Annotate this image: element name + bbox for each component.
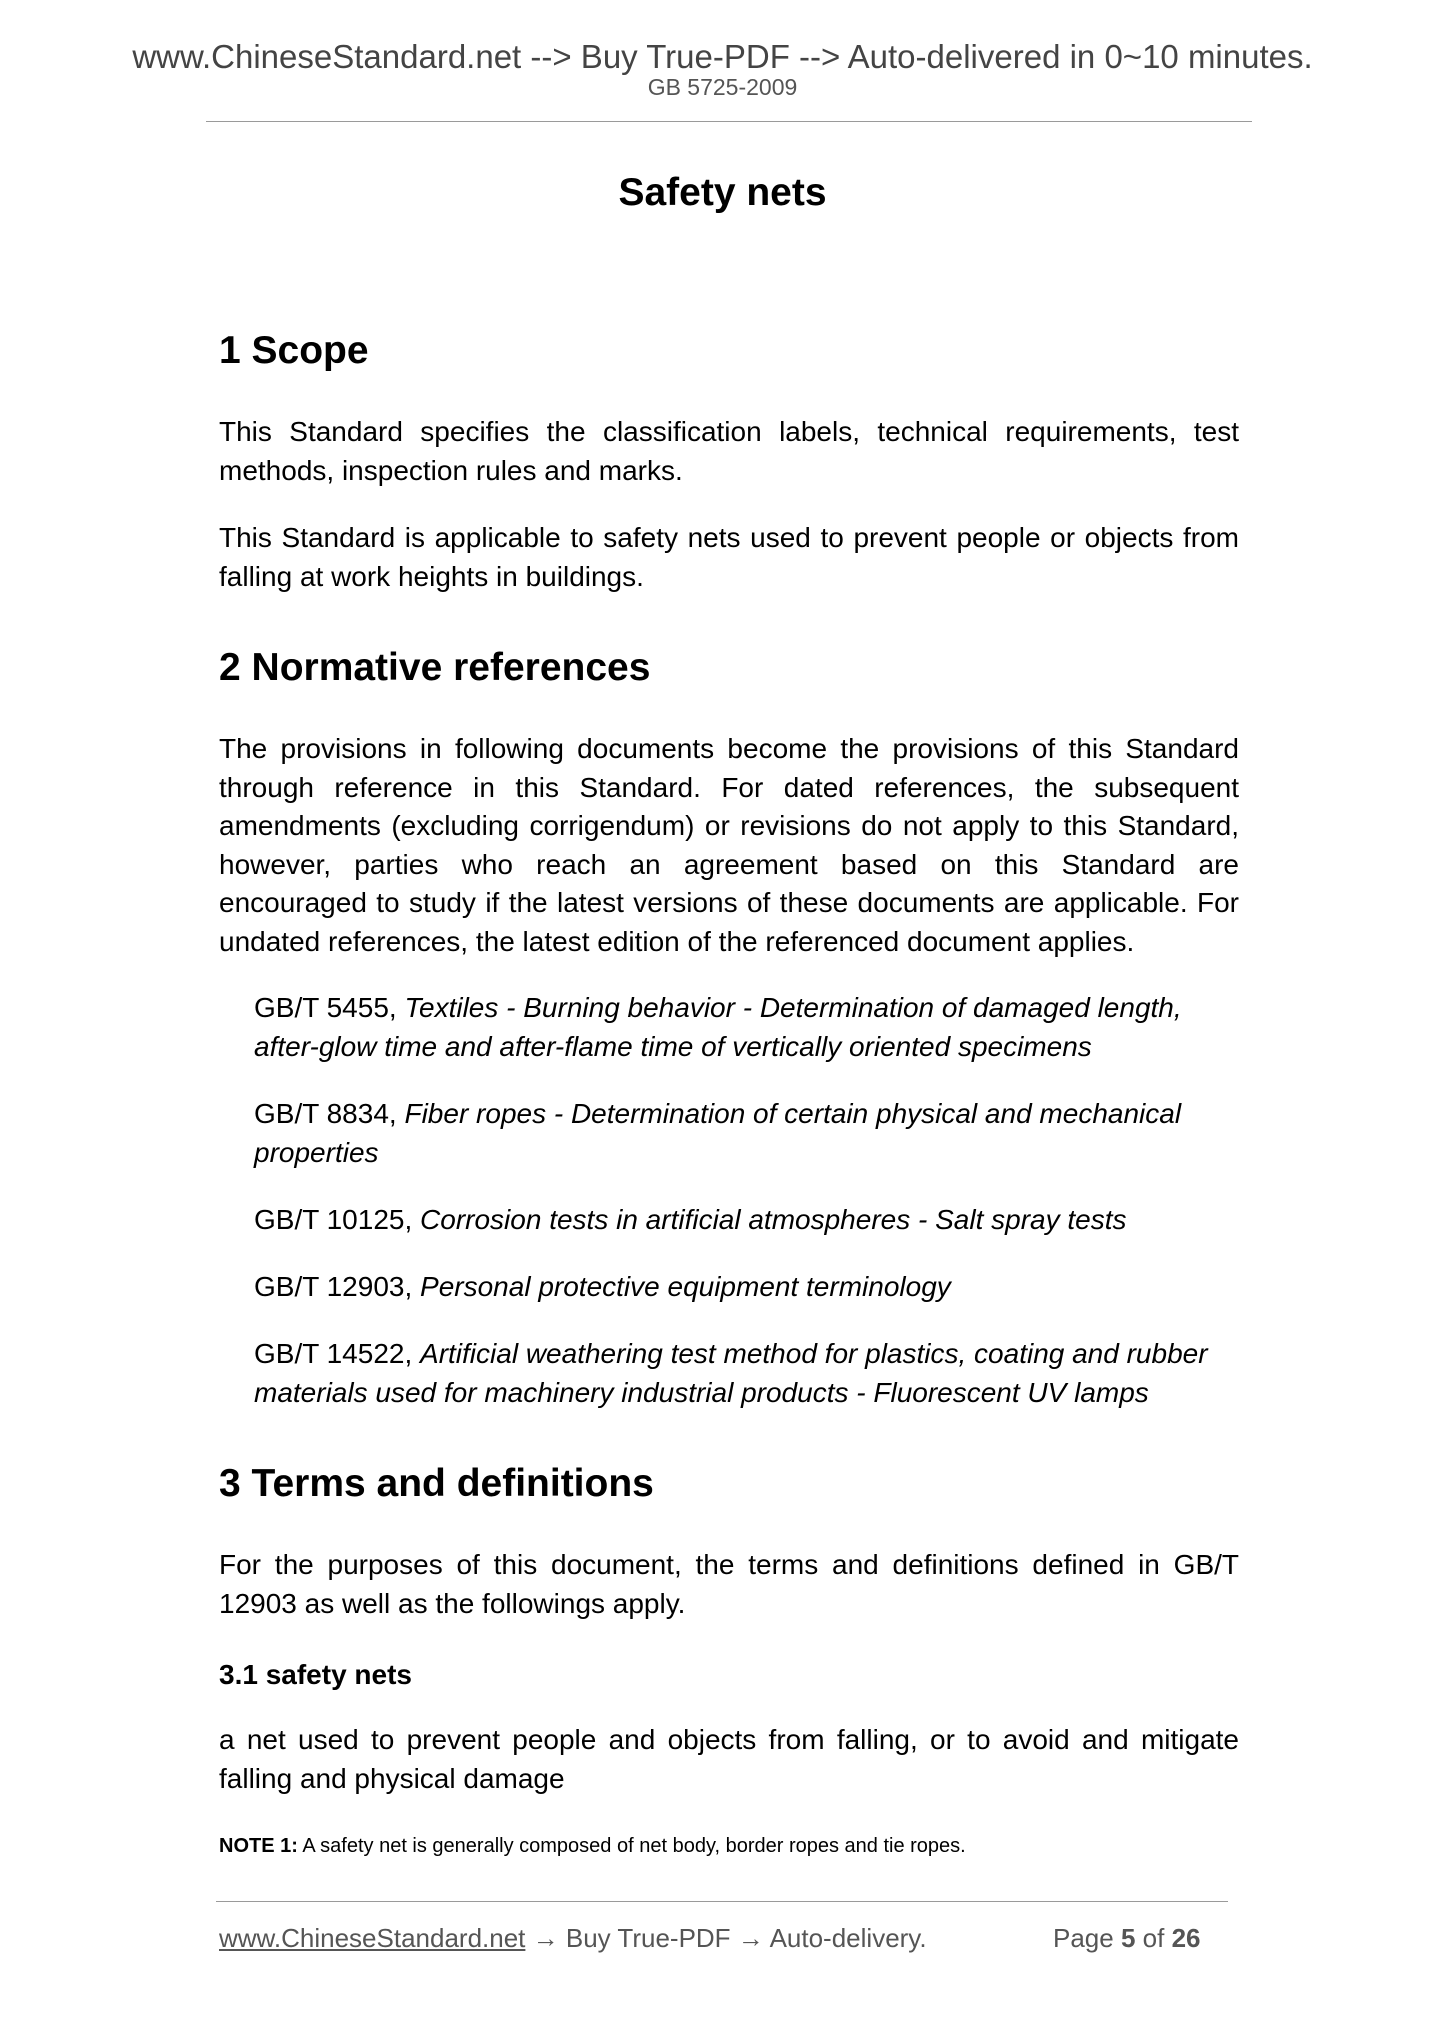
scope-paragraph-2: This Standard is applicable to safety nets used to prevent people or objects from falling at work heights in buildings. [219, 522, 1239, 592]
note-text: A safety net is generally composed of net body, border ropes and tie ropes. [297, 1835, 966, 1857]
footer-divider [216, 1901, 1228, 1902]
page-title: Safety nets [618, 171, 827, 214]
note [219, 1836, 1239, 1856]
reference-item [254, 989, 1239, 1066]
terms-paragraph: For the purposes of this document, the terms and definitions defined in GB/T 12903 as well as the followings apply. [219, 1549, 1239, 1619]
reference-code: GB/T 8834, [254, 1098, 405, 1129]
reference-title: Personal protective equipment terminology [420, 1271, 951, 1302]
doc-code: GB 5725-2009 [647, 74, 798, 100]
footer-link[interactable]: www.ChineseStandard.net [219, 1923, 526, 1953]
reference-code: GB/T 10125, [254, 1204, 421, 1235]
reference-title: Textiles - Burning behavior - Determination of damaged length, after-glow time and after-flame time of vertically oriented specimens [254, 992, 1182, 1062]
page-total: 26 [1171, 1923, 1201, 1953]
reference-item [254, 1201, 1239, 1240]
reference-item [254, 1335, 1239, 1412]
reference-title: Fiber ropes - Determination of certain physical and mechanical properties [254, 1098, 1182, 1168]
header-divider [206, 121, 1252, 122]
reference-item [254, 1095, 1239, 1172]
footer-tail: → Buy True-PDF → Auto-delivery. [525, 1923, 927, 1953]
term-heading: 3.1 safety nets [219, 1659, 412, 1690]
reference-code: GB/T 5455, [254, 992, 405, 1023]
page-indicator [1053, 1925, 1200, 1951]
reference-code: GB/T 12903, [254, 1271, 421, 1302]
reference-code: GB/T 14522, [254, 1338, 421, 1369]
top-banner: www.ChineseStandard.net --> Buy True-PDF --> Auto-delivered in 0~10 minutes. [132, 38, 1313, 75]
note-label: NOTE 1: [219, 1835, 298, 1857]
scope-paragraph-1: This Standard specifies the classification labels, technical requirements, test methods, inspection rules and marks. [219, 416, 1239, 486]
term-definition: a net used to prevent people and objects from falling, or to avoid and mitigate falling and physical damage [219, 1724, 1239, 1794]
reference-title: Artificial weathering test method for plastics, coating and rubber materials used for machinery industrial products - Fluorescent UV lamps [254, 1338, 1208, 1408]
page-number: 5 [1120, 1923, 1136, 1953]
reference-title: Corrosion tests in artificial atmospheres - Salt spray tests [420, 1204, 1127, 1235]
heading-scope: 1 Scope [219, 329, 369, 372]
heading-terms-definitions: 3 Terms and definitions [219, 1462, 654, 1505]
of-word: of [1135, 1923, 1172, 1953]
heading-normative-references: 2 Normative references [219, 646, 651, 689]
reference-item [254, 1268, 1239, 1307]
page-word: Page [1053, 1923, 1121, 1953]
footer-left [219, 1925, 927, 1951]
normative-paragraph: The provisions in following documents become the provisions of this Standard through reference in this Standard. For dated references, the subsequent amendments (excluding corrigendum) or revisions do not apply to this Standard, however, parties who reach an agreement based on this Standard are encouraged to study if the latest versions of these documents are applicable. For undated references, the latest edition of the referenced document applies. [219, 733, 1239, 957]
